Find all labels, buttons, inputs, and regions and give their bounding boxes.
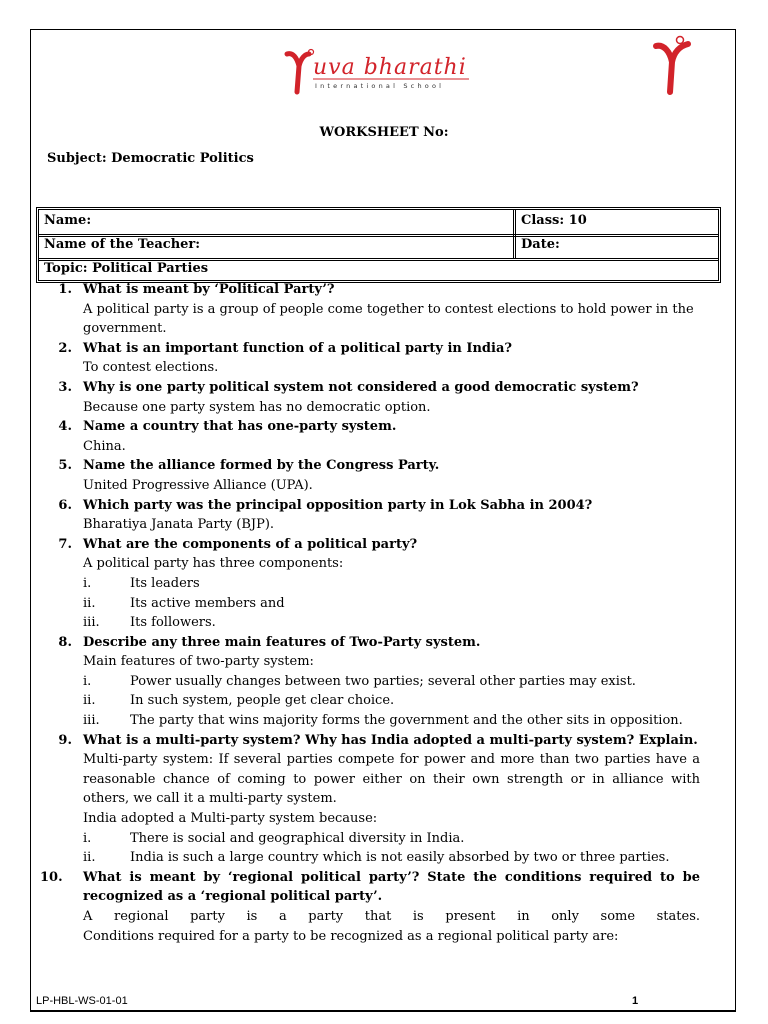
answer-text: Conditions required for a party to be recognized as a regional political party are:	[83, 928, 619, 944]
list-item-text: The party that wins majority forms the government and the other sits in opposition.	[130, 713, 683, 729]
list-item-text: In such system, people get clear choice.	[130, 693, 395, 709]
question-number: 8.	[58, 634, 72, 650]
question-text: Why is one party political system not considered a good democratic system?	[83, 379, 639, 395]
list-item	[40, 829, 700, 849]
teacher-field: Name of the Teacher:	[39, 234, 516, 258]
question	[40, 731, 700, 751]
info-row	[39, 234, 718, 261]
corner-logo	[650, 34, 694, 98]
question	[40, 868, 700, 907]
svg-text:International School: International School	[315, 82, 445, 90]
svg-text:uva bharathi: uva bharathi	[313, 55, 467, 80]
footer-divider	[30, 1011, 736, 1012]
list-item	[40, 672, 700, 692]
roman-numeral: i.	[83, 575, 92, 591]
question	[40, 535, 700, 555]
subject-line: Subject: Democratic Politics	[47, 151, 254, 166]
info-row	[39, 258, 718, 282]
question-text: Describe any three main features of Two-Party system.	[83, 634, 481, 650]
list-item	[40, 574, 700, 594]
answer-text: A political party has three components:	[83, 556, 344, 572]
list-item	[40, 691, 700, 711]
roman-numeral: iii.	[83, 615, 100, 631]
question	[40, 280, 700, 300]
list-item-text: Its followers.	[130, 615, 216, 631]
document-code: LP-HBL-WS-01-01	[36, 995, 128, 1007]
list-item-text: India is such a large country which is not easily absorbed by two or three parties.	[130, 850, 670, 866]
question-text: What is meant by ‘regional political party’? State the conditions required to be recognized as a ‘regional political party’.	[83, 869, 700, 905]
question	[40, 496, 700, 516]
question-number: 6.	[58, 497, 72, 513]
question	[40, 339, 700, 359]
answer-text: Multi-party system: If several parties compete for power and more than two parties have a reasonable chance of coming to power either on their own strength or in alliance with others, we call it a multi-party system.	[83, 752, 700, 807]
worksheet-title: WORKSHEET No:	[319, 125, 449, 140]
question-text: Name the alliance formed by the Congress Party.	[83, 458, 440, 474]
answer-text: Bharatiya Janata Party (BJP).	[83, 517, 275, 533]
list-item-text: Its leaders	[130, 575, 200, 591]
question-number: 7.	[58, 536, 72, 552]
answer-text: India adopted a Multi-party system because:	[83, 811, 378, 827]
school-logo	[283, 48, 473, 100]
question-text: Which party was the principal opposition party in Lok Sabha in 2004?	[83, 497, 593, 513]
answer-text: Main features of two-party system:	[83, 654, 314, 670]
list-item	[40, 613, 700, 633]
question-number: 9.	[58, 732, 72, 748]
question	[40, 417, 700, 437]
student-info-table	[36, 207, 721, 283]
question-number: 4.	[58, 419, 72, 435]
roman-numeral: ii.	[83, 693, 96, 709]
question	[40, 378, 700, 398]
roman-numeral: i.	[83, 673, 92, 689]
question-text: What is meant by ‘Political Party’?	[83, 282, 335, 297]
date-field: Date:	[521, 237, 560, 252]
topic-field: Topic: Political Parties	[44, 261, 209, 276]
class-field: Class: 10	[521, 213, 587, 228]
answer-text: China.	[83, 438, 126, 454]
info-row	[39, 210, 718, 237]
question	[40, 456, 700, 476]
question-number: 3.	[58, 379, 72, 395]
question-number: 1.	[58, 282, 72, 297]
answer-text: A regional party is a party that is present in only some states.	[83, 909, 700, 924]
answer-text: To contest elections.	[83, 360, 219, 376]
answer-text: Because one party system has no democratic option.	[83, 399, 431, 415]
list-item-text: There is social and geographical diversity in India.	[130, 830, 465, 846]
answer-text: United Progressive Alliance (UPA).	[83, 477, 313, 493]
list-item-text: Power usually changes between two parties; several other parties may exist.	[130, 673, 636, 689]
question-text: Name a country that has one-party system.	[83, 419, 397, 435]
list-item-text: Its active members and	[130, 595, 285, 611]
answer-text: A political party is a group of people come together to contest elections to hold power in the government.	[83, 301, 694, 337]
question-number: 10.	[40, 869, 63, 885]
list-item	[40, 594, 700, 614]
question	[40, 633, 700, 653]
question-text: What is a multi-party system? Why has India adopted a multi-party system? Explain.	[83, 732, 698, 748]
question-list	[40, 280, 700, 946]
roman-numeral: iii.	[83, 713, 100, 729]
question-number: 2.	[58, 340, 72, 356]
list-item	[40, 711, 700, 731]
name-field: Name:	[39, 210, 516, 234]
roman-numeral: i.	[83, 830, 92, 846]
question-number: 5.	[58, 458, 72, 474]
question-text: What are the components of a political party?	[83, 536, 418, 552]
roman-numeral: ii.	[83, 850, 96, 866]
list-item	[40, 848, 700, 868]
question-text: What is an important function of a political party in India?	[83, 340, 512, 356]
page-number: 1	[632, 995, 639, 1007]
roman-numeral: ii.	[83, 595, 96, 611]
